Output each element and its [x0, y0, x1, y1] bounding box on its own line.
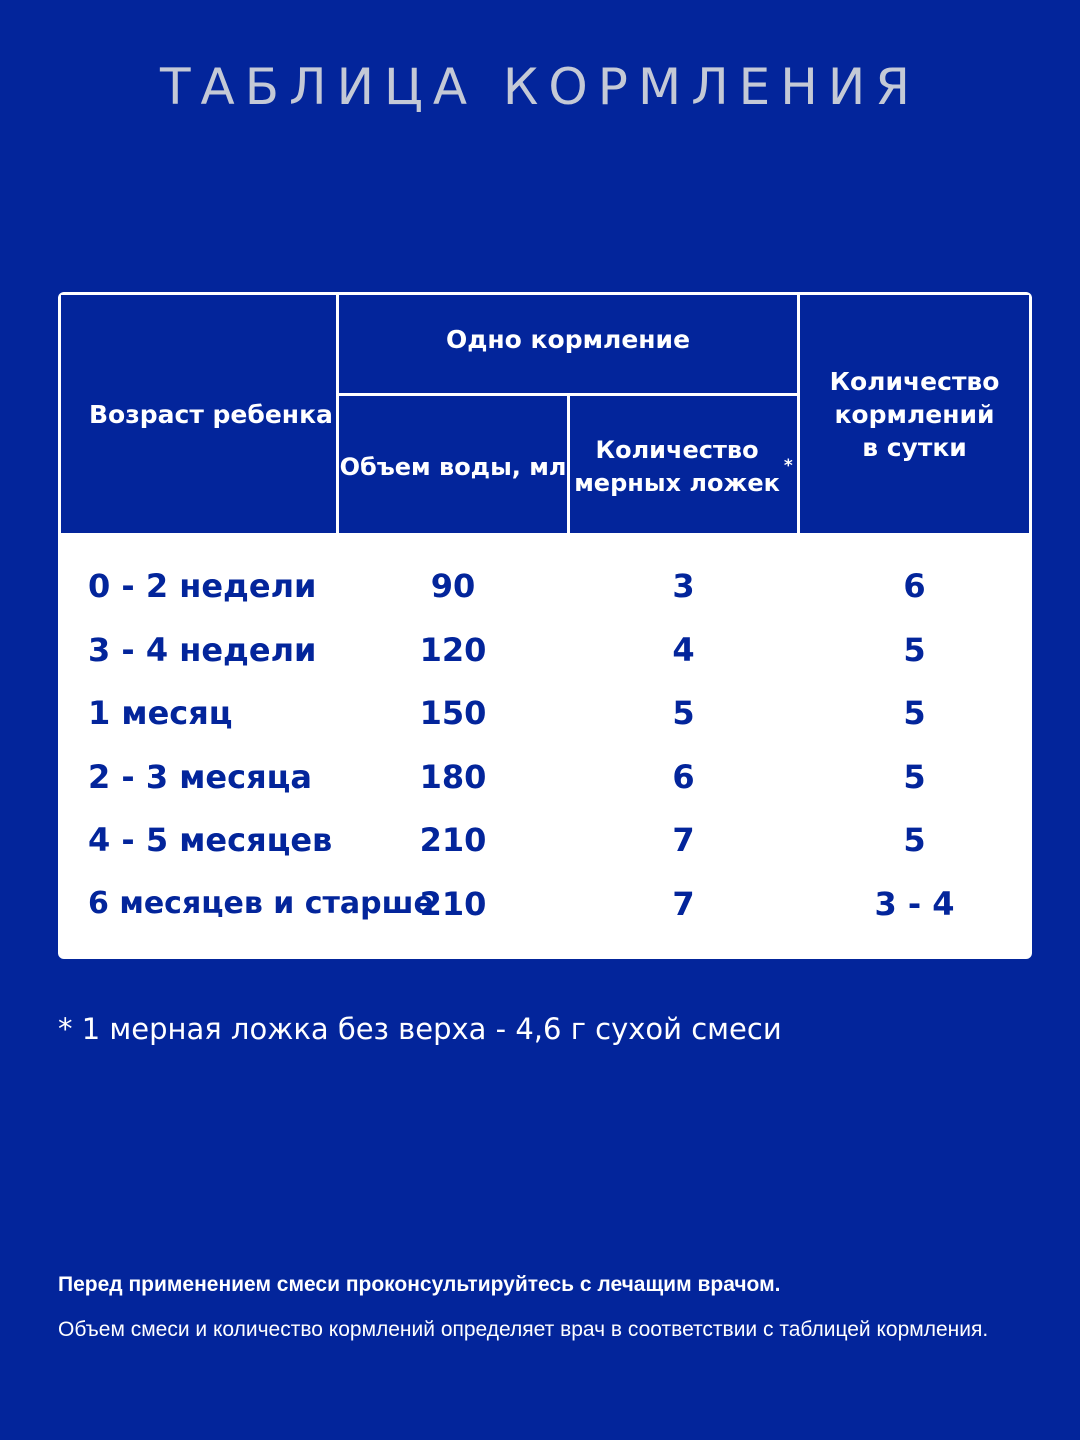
header-water-volume-label: Объем воды, мл	[339, 452, 567, 481]
cell-feeds: 5	[903, 757, 926, 796]
cell-feeds: 5	[903, 630, 926, 669]
cell-spoons: 4	[672, 630, 695, 669]
cell-age: 3 - 4 недели	[88, 630, 317, 669]
spoon-footnote: * 1 мерная ложка без верха - 4,6 г сухой смеси	[58, 1012, 782, 1046]
header-one-feeding	[339, 295, 797, 393]
cell-water: 150	[419, 694, 487, 732]
cell-spoons: 5	[672, 694, 695, 732]
cell-age: 4 - 5 месяцев	[88, 821, 333, 859]
page-title: ТАБЛИЦА КОРМЛЕНИЯ	[159, 58, 921, 116]
table-row	[58, 621, 1032, 685]
header-age	[61, 295, 336, 533]
doctor-info-note: Объем смеси и количество кормлений определяет врач в соответствии с таблицей кормления.	[58, 1318, 989, 1341]
doctor-warning: Перед применением смеси проконсультируйтесь с лечащим врачом.	[58, 1273, 781, 1296]
cell-age: 1 месяц	[88, 694, 233, 732]
header-spoons-asterisk: *	[783, 456, 793, 476]
cell-spoons: 3	[672, 567, 695, 605]
header-spoons	[570, 396, 797, 533]
cell-water: 210	[419, 884, 487, 923]
header-feeds-per-day	[800, 295, 1029, 533]
table-row	[58, 557, 1032, 621]
cell-spoons: 7	[672, 821, 695, 859]
cell-age: 6 месяцев и старше	[88, 885, 434, 921]
header-feeds-per-day-label: Количество кормлений в сутки	[829, 366, 1000, 462]
feeding-table	[58, 292, 1032, 959]
cell-water: 120	[419, 630, 487, 669]
table-row	[58, 811, 1032, 875]
cell-spoons: 6	[672, 757, 695, 796]
cell-feeds: 5	[903, 821, 926, 859]
cell-water: 90	[430, 567, 476, 605]
cell-age: 0 - 2 недели	[88, 567, 317, 605]
table-header	[58, 292, 1032, 534]
table-row	[58, 748, 1032, 812]
table-row	[58, 684, 1032, 748]
cell-feeds: 5	[903, 694, 926, 732]
table-body	[58, 557, 1032, 938]
cell-water: 180	[419, 757, 487, 796]
header-one-feeding-label: Одно кормление	[445, 324, 691, 354]
cell-spoons: 7	[672, 884, 695, 923]
table-row	[58, 875, 1032, 939]
cell-water: 210	[419, 821, 487, 859]
cell-age: 2 - 3 месяца	[88, 757, 312, 796]
header-water-volume	[339, 396, 567, 533]
header-spoons-label: Количество мерных ложек	[574, 435, 780, 497]
header-age-label: Возраст ребенка	[89, 399, 333, 429]
cell-feeds: 6	[903, 567, 926, 605]
cell-feeds: 3 - 4	[874, 884, 955, 923]
